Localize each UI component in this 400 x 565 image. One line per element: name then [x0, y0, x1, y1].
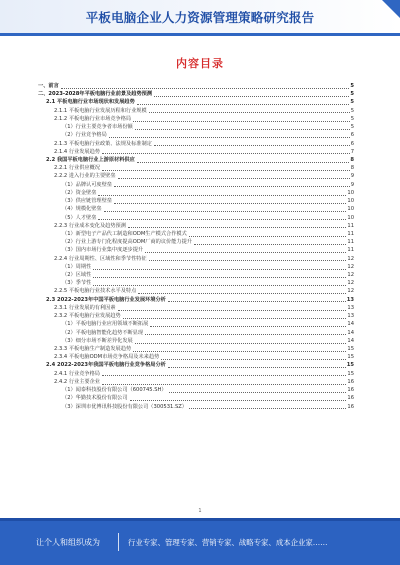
toc-entry[interactable]: [38, 263, 354, 271]
toc-dot-leader: [114, 185, 350, 187]
toc-entry[interactable]: [38, 123, 354, 131]
toc-entry-label: （1）行业主要竞争者市场份额: [62, 124, 133, 131]
toc-entry-label: （2）平板电脑智能化趋势不断显现: [62, 329, 144, 336]
toc-entry[interactable]: [38, 345, 354, 353]
toc-entry-page: 15: [347, 346, 354, 353]
toc-entry[interactable]: [38, 271, 354, 279]
toc-entry[interactable]: [38, 287, 354, 295]
toc-entry-page: 5: [350, 83, 354, 90]
toc-entry-page: 15: [347, 370, 354, 377]
toc-entry-label: （1）新型电子产品代工制造和ODM生产模式合作模式: [62, 230, 187, 237]
toc-entry[interactable]: [38, 115, 354, 123]
toc-entry-page: 5: [350, 115, 354, 122]
toc-entry-label: 2.3.1 行业发展的有利因素: [54, 304, 116, 311]
toc-dot-leader: [149, 111, 350, 113]
toc-entry-label: 2.1.1 平板电脑行业发展历程和行业规模: [54, 107, 147, 114]
toc-entry[interactable]: [38, 189, 354, 197]
toc-entry-page: 12: [347, 263, 354, 270]
toc-dot-leader: [118, 177, 350, 179]
toc-entry[interactable]: [38, 361, 354, 369]
toc-dot-leader: [154, 95, 349, 97]
toc-entry-page: 8: [350, 156, 354, 163]
toc-entry-page: 6: [350, 132, 354, 139]
toc-entry-label: 二、2023-2028年平板电脑行业前景及趋势预测: [38, 91, 153, 98]
toc-dot-leader: [93, 268, 346, 270]
toc-entry[interactable]: [38, 164, 354, 172]
toc-dot-leader: [145, 251, 346, 253]
footer-slogan: 让个人和组织成为: [36, 538, 100, 547]
toc-entry[interactable]: [38, 172, 354, 180]
toc-entry-label: 2.1.4 行业发展趋势: [54, 148, 100, 155]
toc-entry[interactable]: [38, 304, 354, 312]
toc-entry-page: 16: [347, 403, 354, 410]
toc-heading: 内容目录: [176, 57, 224, 70]
toc-entry-label: 2.1.3 平板电脑行业政策、法规及标准制定: [54, 140, 152, 147]
footer-tagline: 行业专家、管理专家、营销专家、战略专家、成本企业家……: [128, 538, 328, 547]
toc-entry-page: 10: [347, 206, 354, 213]
toc-entry-label: 2.4 2022-2023年我国平板电脑行业竞争格局分析: [46, 362, 166, 369]
toc-entry[interactable]: [38, 403, 354, 411]
toc-entry-label: （2）区域性: [62, 272, 92, 279]
toc-entry-label: （3）国内市场行业集中度逐步提升: [62, 247, 144, 254]
toc-dot-leader: [161, 358, 346, 360]
toc-entry-label: 2.2.1 行业供应概况: [54, 165, 100, 172]
toc-entry-label: （2）行业上游专门化程度提高ODM厂商的议价能力提升: [62, 239, 192, 246]
toc-dot-leader: [150, 325, 346, 327]
toc-dot-leader: [123, 317, 347, 319]
toc-entry-page: 5: [350, 91, 354, 98]
toc-entry[interactable]: [38, 378, 354, 386]
toc-entry[interactable]: [38, 238, 354, 246]
toc-entry-page: 11: [347, 247, 354, 254]
toc-dot-leader: [102, 383, 346, 385]
toc-dot-leader: [109, 136, 350, 138]
toc-entry-page: 16: [347, 395, 354, 402]
toc-entry[interactable]: [38, 214, 354, 222]
toc-dot-leader: [102, 169, 350, 171]
toc-entry[interactable]: [38, 197, 354, 205]
toc-dot-leader: [61, 87, 350, 89]
toc-entry-page: 10: [347, 198, 354, 205]
toc-dot-leader: [128, 226, 346, 228]
toc-entry-label: 2.4.1 行业竞争格局: [54, 370, 100, 377]
toc-entry-page: 15: [346, 362, 354, 369]
toc-entry-page: 13: [346, 296, 354, 303]
toc-entry-label: （1）周期性: [62, 263, 92, 270]
toc-entry[interactable]: [38, 337, 354, 345]
toc-entry-page: 11: [347, 230, 354, 237]
toc-entry[interactable]: [38, 107, 354, 115]
toc-entry-label: （3）供应链管理壁垒: [62, 198, 112, 205]
toc-dot-leader: [194, 243, 346, 245]
toc-entry-label: （2）华勤技术股份有限公司: [62, 395, 128, 402]
toc-dot-leader: [137, 161, 350, 163]
toc-dot-leader: [149, 259, 347, 261]
toc-entry[interactable]: [38, 181, 354, 189]
toc-dot-leader: [135, 342, 347, 344]
toc-entry[interactable]: [38, 222, 354, 230]
toc-entry-page: 16: [347, 387, 354, 394]
toc-dot-leader: [98, 194, 346, 196]
toc-dot-leader: [145, 333, 346, 335]
toc-entry[interactable]: [38, 296, 354, 304]
toc-dot-leader: [133, 350, 346, 352]
toc-entry-page: 6: [350, 140, 354, 147]
toc-dot-leader: [137, 103, 350, 105]
toc-dot-leader: [168, 300, 346, 302]
toc-entry[interactable]: [38, 312, 354, 320]
toc-entry[interactable]: [38, 98, 354, 106]
toc-entry[interactable]: [38, 148, 354, 156]
toc-entry-label: （3）细分市场不断差异化发展: [62, 337, 133, 344]
toc-dot-leader: [138, 292, 346, 294]
toc-entry-page: 15: [347, 354, 354, 361]
toc-entry-label: （1）闻泰科技股份有限公司（600745.SH）: [62, 387, 167, 394]
toc-entry-page: 14: [347, 337, 354, 344]
toc-entry-label: 2.3.3 平板电脑生产制造发展趋势: [54, 346, 132, 353]
toc-entry-page: 14: [347, 321, 354, 328]
toc-dot-leader: [118, 309, 347, 311]
toc-entry[interactable]: [38, 394, 354, 402]
toc-entry-label: 2.2.5 平板电脑行业技术水平及特点: [54, 288, 137, 295]
toc-entry-page: 12: [347, 288, 354, 295]
toc-entry-page: 7: [350, 148, 354, 155]
toc-entry-page: 9: [350, 173, 354, 180]
toc-entry[interactable]: [38, 255, 354, 263]
table-of-contents: [38, 82, 354, 411]
footer-divider: [118, 533, 119, 551]
toc-entry-page: 10: [347, 189, 354, 196]
toc-entry-page: 12: [347, 255, 354, 262]
toc-dot-leader: [135, 128, 350, 130]
toc-entry[interactable]: [38, 156, 354, 164]
toc-entry-label: 2.4.2 行业主要企业: [54, 378, 100, 385]
toc-entry-label: （2）行业竞争格局: [62, 132, 107, 139]
toc-dot-leader: [130, 399, 347, 401]
toc-dot-leader: [189, 235, 347, 237]
toc-dot-leader: [93, 276, 346, 278]
toc-entry-label: （3）深圳市优博讯科技股份有限公司（300531.SZ）: [62, 403, 187, 410]
toc-entry[interactable]: [38, 386, 354, 394]
toc-entry-label: （1）品牌认可度壁垒: [62, 181, 112, 188]
page-header: [0, 0, 400, 36]
toc-entry-label: （3）季节性: [62, 280, 92, 287]
toc-dot-leader: [189, 407, 346, 409]
toc-entry-label: 2.3 2022-2023年中国平板电脑行业发展环境分析: [46, 296, 166, 303]
toc-entry-page: 13: [347, 304, 354, 311]
toc-dot-leader: [168, 366, 346, 368]
toc-entry-label: 2.3.4 平板电脑ODM市场竞争格局及未来趋势: [54, 354, 160, 361]
toc-dot-leader: [102, 374, 346, 376]
toc-entry[interactable]: [38, 320, 354, 328]
toc-entry-label: （2）资金壁垒: [62, 189, 97, 196]
toc-entry[interactable]: [38, 90, 354, 98]
toc-entry-page: 14: [347, 329, 354, 336]
toc-entry-page: 5: [350, 99, 354, 106]
toc-entry-page: 13: [347, 313, 354, 320]
toc-entry-label: 一、前言: [38, 83, 59, 90]
toc-entry-page: 10: [347, 214, 354, 221]
toc-entry-page: 8: [350, 165, 354, 172]
toc-dot-leader: [154, 144, 350, 146]
toc-entry-page: 12: [347, 272, 354, 279]
toc-dot-leader: [98, 218, 346, 220]
toc-entry-label: 2.3.2 平板电脑行业发展趋势: [54, 313, 121, 320]
footer-top-edge: [0, 518, 400, 521]
toc-entry-page: 11: [347, 222, 354, 229]
toc-entry-page: 11: [347, 239, 354, 246]
toc-entry-label: 2.2.3 行业成本变化及趋势预测: [54, 222, 126, 229]
toc-entry[interactable]: [38, 131, 354, 139]
toc-entry[interactable]: [38, 246, 354, 254]
toc-dot-leader: [102, 152, 350, 154]
toc-entry-label: （5）人才壁垒: [62, 214, 97, 221]
toc-entry[interactable]: [38, 82, 354, 90]
toc-entry-label: 2.2 我国平板电脑行业上游原材料供应: [46, 156, 135, 163]
header-accent-line: [0, 33, 400, 36]
toc-entry-page: 16: [347, 378, 354, 385]
toc-entry[interactable]: [38, 329, 354, 337]
toc-entry[interactable]: [38, 370, 354, 378]
toc-entry-label: 2.2.4 行业周期性、区域性和季节性特征: [54, 255, 147, 262]
toc-entry-page: 5: [350, 107, 354, 114]
toc-entry-label: （4）规模化壁垒: [62, 206, 102, 213]
toc-entry[interactable]: [38, 279, 354, 287]
toc-dot-leader: [114, 202, 346, 204]
toc-entry-page: 12: [347, 280, 354, 287]
toc-dot-leader: [93, 284, 346, 286]
report-title: 平板电脑企业人力资源管理策略研究报告: [85, 10, 315, 25]
toc-entry-label: 2.2.2 进入行业的主要壁垒: [54, 173, 116, 180]
toc-entry[interactable]: [38, 353, 354, 361]
toc-entry[interactable]: [38, 140, 354, 148]
toc-dot-leader: [104, 210, 347, 212]
toc-entry-label: （1）平板电脑行业应用领域不断拓展: [62, 321, 149, 328]
toc-dot-leader: [133, 120, 350, 122]
toc-entry-label: 2.1 平板电脑行业市场现状和发展趋势: [46, 99, 135, 106]
toc-entry-label: 2.1.2 平板电脑行业市场竞争格局: [54, 115, 132, 122]
toc-entry[interactable]: [38, 230, 354, 238]
toc-entry-page: 5: [350, 124, 354, 131]
toc-entry[interactable]: [38, 205, 354, 213]
page-number: 1: [198, 508, 202, 514]
toc-dot-leader: [169, 391, 347, 393]
toc-entry-page: 9: [350, 181, 354, 188]
